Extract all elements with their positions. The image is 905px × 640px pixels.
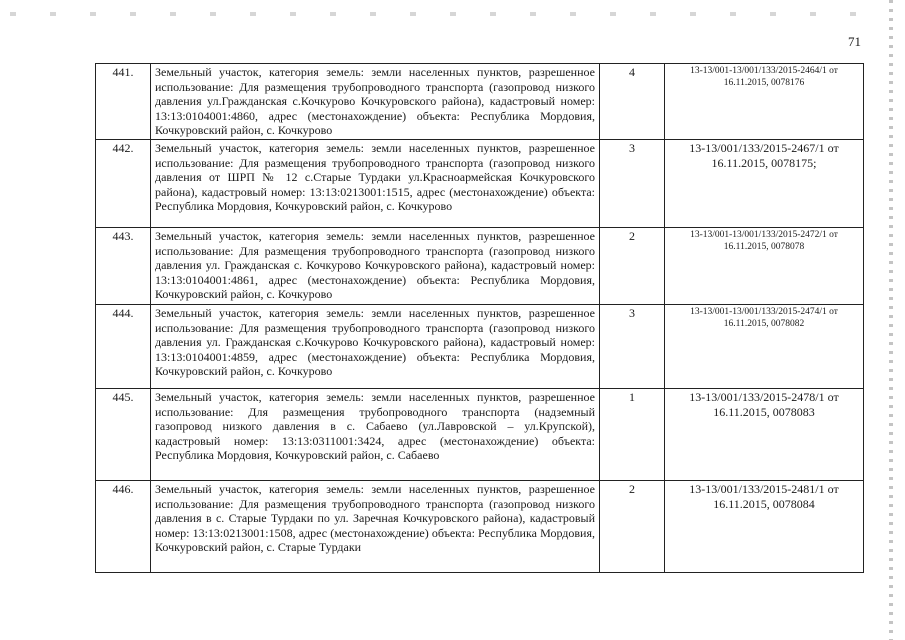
row-description: Земельный участок, категория земель: земли населенных пунктов, разрешенное использование: Для размещения трубопроводного транспорта (газопровод низкого давления от ШРП № 12 с.Старые Турдаки ул.Красноармейская Кочкуровского района), кадастровый номер: 13:13:0213001:1515, адрес (местонахождение) объекта: Республика Мордовия, Кочкуровский район, с. Кочкурово (151, 139, 600, 227)
row-number: 441. (96, 64, 151, 140)
row-registration: 13-13/001/133/2015-2478/1 от 16.11.2015, 0078083 (665, 388, 864, 480)
table-row (96, 388, 864, 480)
row-description: Земельный участок, категория земель: земли населенных пунктов, разрешенное использование: Для размещения трубопроводного транспорта (газопровод низкого давления ул.Гражданская с.Кочкурово Кочкуровского района), кадастровый номер: 13:13:0104001:4860, адрес (местонахождение) объекта: Республика Мордовия, Кочкуровский район, с. Кочкурово (151, 64, 600, 140)
row-quantity: 1 (600, 388, 665, 480)
row-number: 446. (96, 480, 151, 572)
table-row (96, 304, 864, 388)
table-row (96, 139, 864, 227)
row-quantity: 4 (600, 64, 665, 140)
row-quantity: 2 (600, 480, 665, 572)
row-registration: 13-13/001/133/2015-2481/1 от 16.11.2015, 0078084 (665, 480, 864, 572)
table-row (96, 64, 864, 140)
row-number: 442. (96, 139, 151, 227)
row-quantity: 3 (600, 139, 665, 227)
row-number: 445. (96, 388, 151, 480)
land-registry-table (95, 63, 864, 573)
scan-artifact-top (10, 12, 890, 16)
row-description: Земельный участок, категория земель: земли населенных пунктов, разрешенное использование: Для размещения трубопроводного транспорта (газопровод низкого давления ул. Гражданская с.Кочкурово Кочкуровского района), кадастровый номер: 13:13:0104001:4859, адрес (местонахождение) объекта: Республика Мордовия, Кочкуровский район, с. Кочкурово (151, 304, 600, 388)
row-quantity: 2 (600, 227, 665, 304)
row-registration: 13-13/001/133/2015-2467/1 от 16.11.2015, 0078175; (665, 139, 864, 227)
row-registration: 13-13/001-13/001/133/2015-2474/1 от 16.11.2015, 0078082 (665, 304, 864, 388)
row-number: 443. (96, 227, 151, 304)
row-registration: 13-13/001-13/001/133/2015-2464/1 от 16.11.2015, 0078176 (665, 64, 864, 140)
table-row (96, 227, 864, 304)
row-description: Земельный участок, категория земель: земли населенных пунктов, разрешенное использование: Для размещения трубопроводного транспорта (надземный газопровод низкого давления в с. Сабаево (ул.Лавровской – ул.Крупской), кадастровый номер: 13:13:0311001:3424, адрес (местонахождение) объекта: Республика Мордовия, Кочкуровский район, с. Сабаево (151, 388, 600, 480)
row-description: Земельный участок, категория земель: земли населенных пунктов, разрешенное использование: Для размещения трубопроводного транспорта (газопровод низкого давления в с. Старые Турдаки по ул. Заречная Кочкуровского района), кадастровый номер: 13:13:0213001:1508, адрес (местонахождение) объекта: Республика Мордовия, Кочкуровский район, с. Старые Турдаки (151, 480, 600, 572)
row-description: Земельный участок, категория земель: земли населенных пунктов, разрешенное использование: Для размещения трубопроводного транспорта (газопровод низкого давления ул. Гражданская с. Кочкурово Кочкуровского района), кадастровый номер: 13:13:0104001:4861, адрес (местонахождение) объекта: Республика Мордовия, Кочкуровский район, с. Кочкурово (151, 227, 600, 304)
scan-artifact-edge (889, 0, 893, 640)
page-number: 71 (848, 34, 861, 49)
row-registration: 13-13/001-13/001/133/2015-2472/1 от 16.11.2015, 0078078 (665, 227, 864, 304)
row-quantity: 3 (600, 304, 665, 388)
row-number: 444. (96, 304, 151, 388)
table-row (96, 480, 864, 572)
